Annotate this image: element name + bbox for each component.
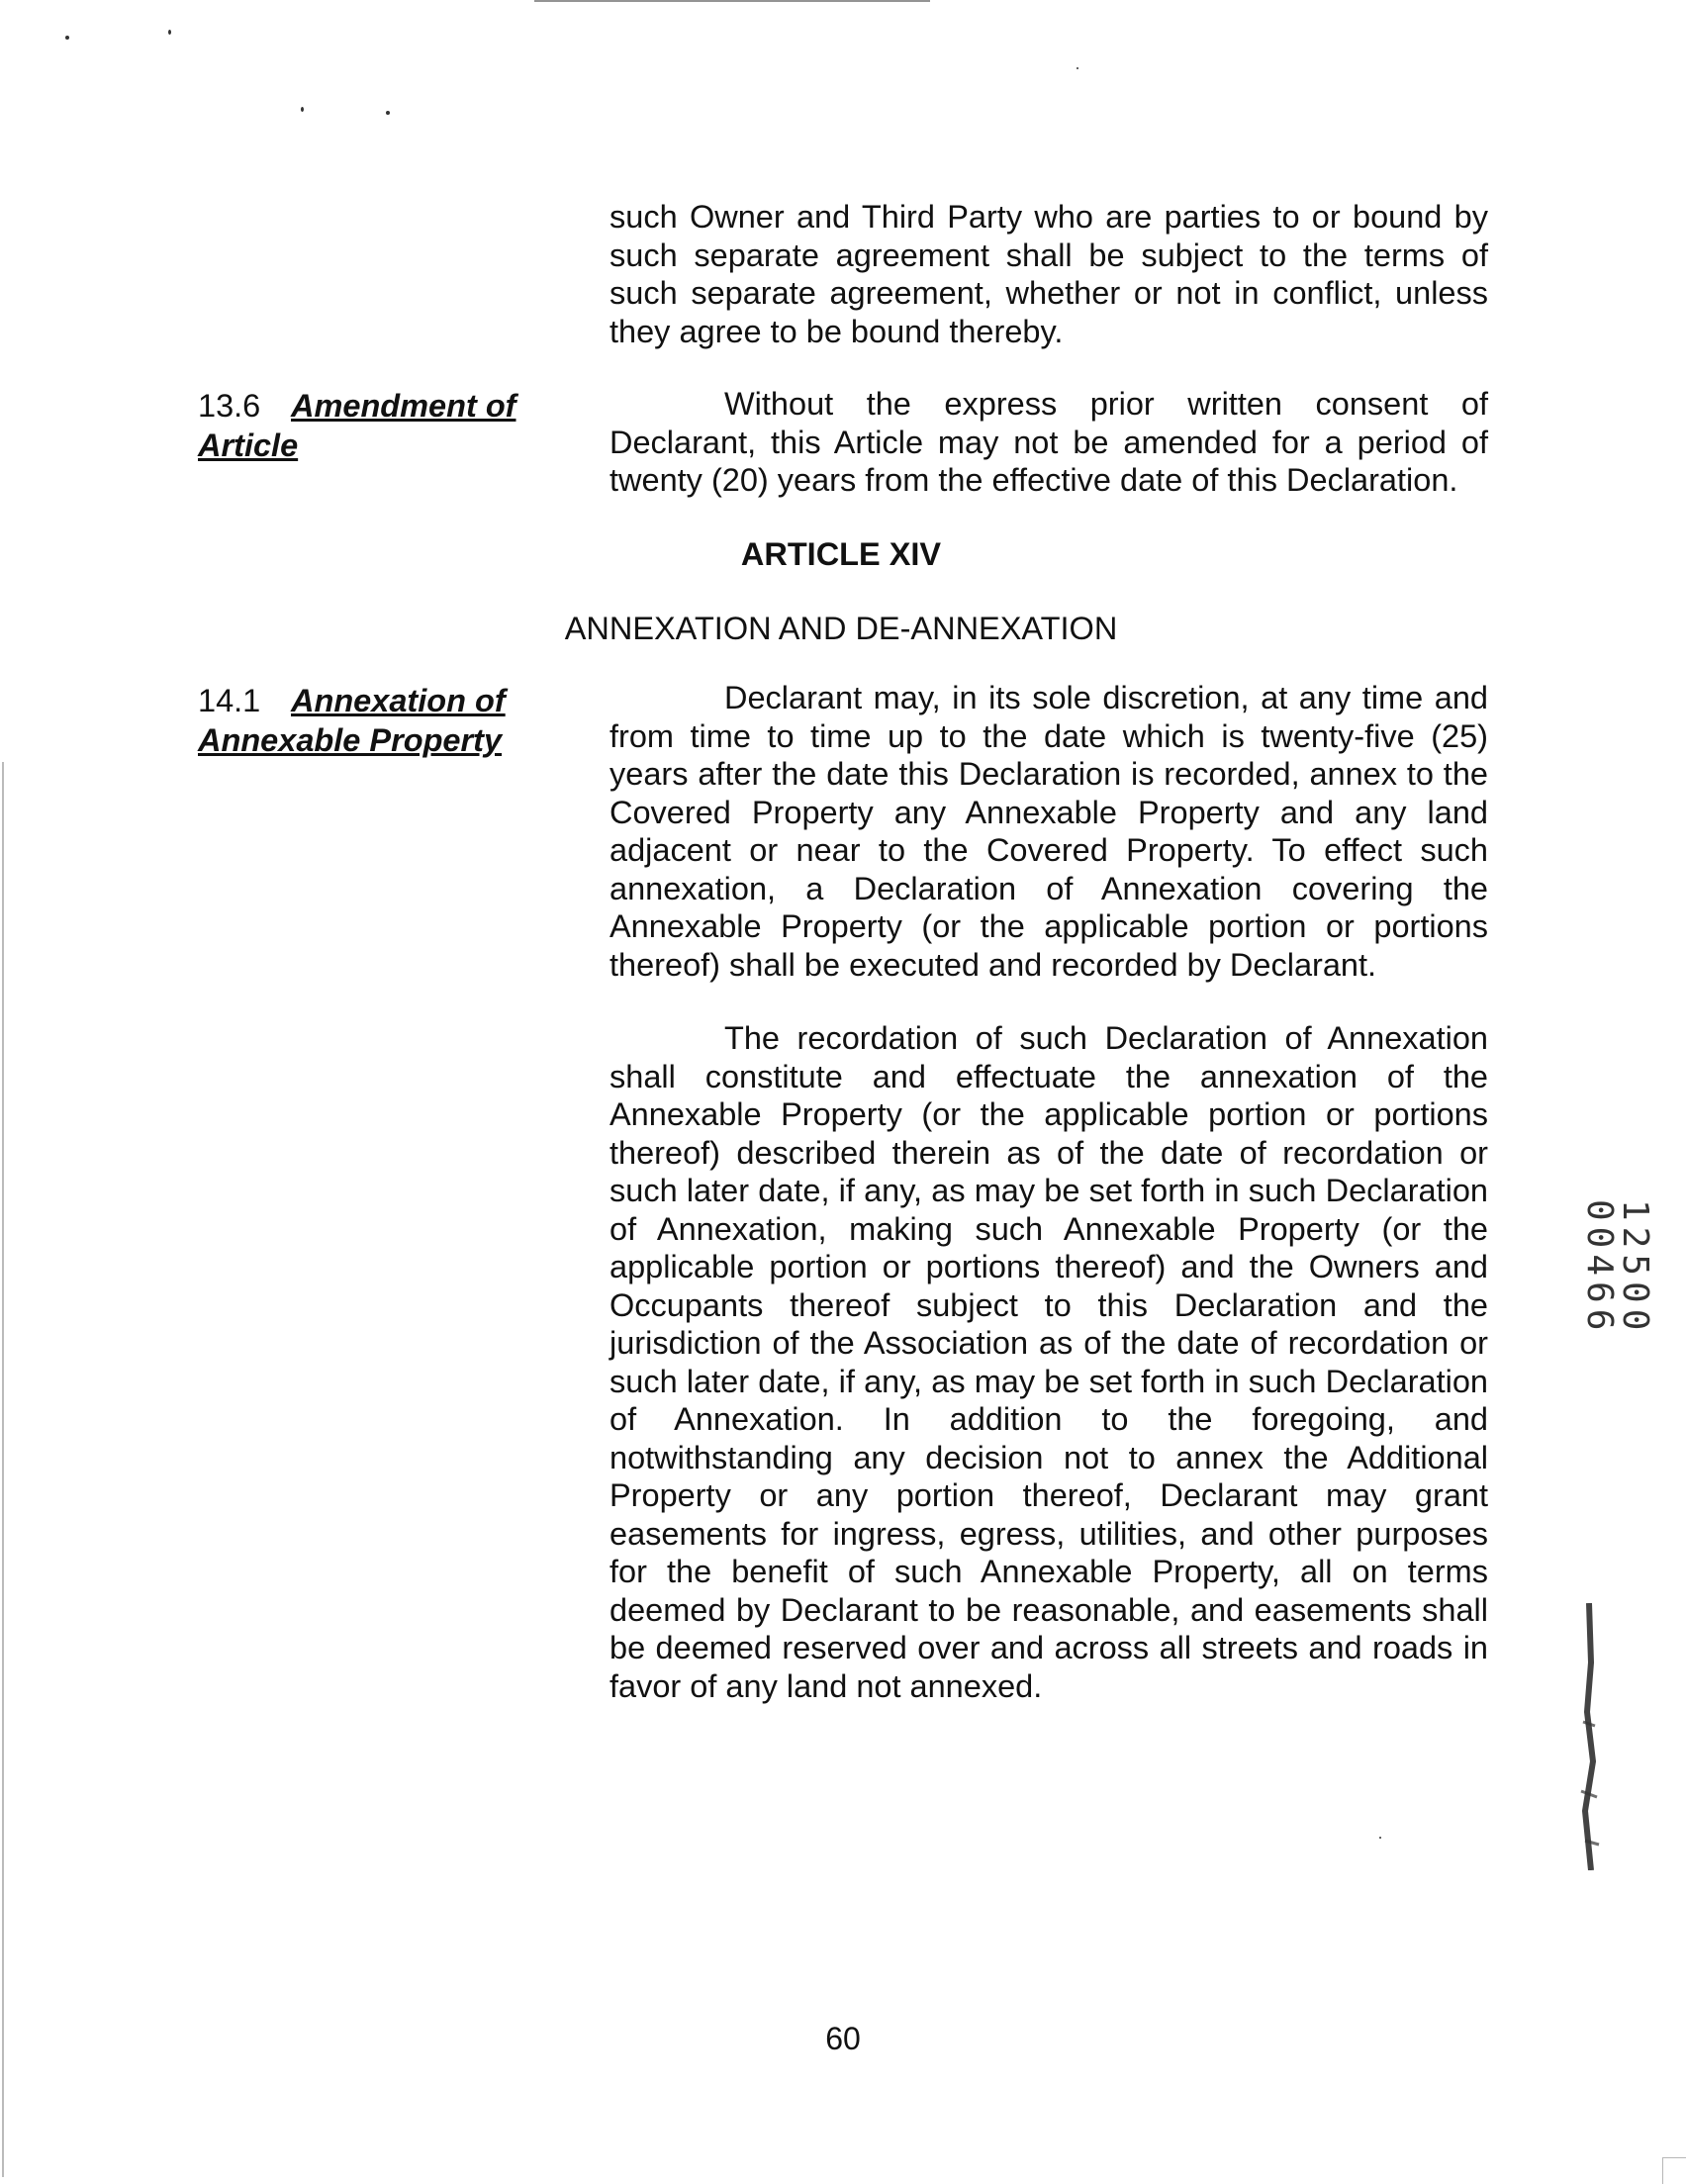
section-title: Amendment of — [291, 388, 516, 424]
scan-top-rule — [534, 0, 930, 5]
scan-speck — [386, 111, 390, 115]
section-number: 14.1 — [198, 683, 261, 718]
section-14-1-paragraph-1: Declarant may, in its sole discretion, at any time and from time to time up to the date which is twenty-five (25) years after the date this Declaration is recorded, annex to the Covered Property any Annexable Property and any land adjacent or near to the Covered Property. To effect such annexation, a Declaration of Annexation covering the Annexable Property (or the applicable portion or portions thereof) shall be executed and recorded by Declarant. — [609, 680, 1488, 983]
recording-stamp: 12500 00466 — [1579, 1199, 1655, 1337]
section-number: 13.6 — [198, 388, 261, 424]
section-title: Annexable Property — [198, 722, 503, 758]
scan-smudge — [1565, 1603, 1613, 1870]
section-title: Annexation of — [291, 683, 506, 718]
scan-speck — [168, 30, 171, 35]
section-14-1-paragraph-2: The recordation of such Declaration of Annexation shall constitute and effectuate the annexation of the Annexable Property (or the applicable portion or portions thereof) described therein as of the date of recordation or such later date, if any, as may be set forth in such Declaration of Annexation, making such Annexable Property (or the applicable portion or portions thereof) and the Owners and Occupants thereof subject to this Declaration and the jurisdiction of the Association as of the date of recordation or such later date, if any, as may be set forth in such Declaration of Annexation. In addition to the foregoing, and notwithstanding any decision not to annex the Additional Property or any portion thereof, Declarant may grant easements for ingress, egress, utilities, and other purposes for the benefit of such Annexable Property, all on terms deemed by Declarant to be reasonable, and easements shall be deemed reserved over and across all streets and roads in favor of any land not annexed. — [609, 1020, 1488, 1704]
page-number: 60 — [825, 2021, 861, 2056]
continuation-paragraph: such Owner and Third Party who are parties to or bound by such separate agreement shall be subject to the terms of such separate agreement, whether or not in conflict, unless they agree to be bound thereby. — [609, 199, 1488, 349]
scan-speck — [1077, 67, 1078, 69]
scan-corner-fold — [1662, 2157, 1686, 2184]
article-heading: ARTICLE XIV — [740, 536, 942, 572]
scan-speck — [301, 107, 304, 112]
scan-speck — [1379, 1837, 1381, 1839]
section-14-1-heading — [198, 681, 554, 760]
section-title: Article — [198, 427, 299, 463]
scan-speck — [65, 36, 69, 40]
section-13-6-paragraph: Without the express prior written consent of Declarant, this Article may not be amended for a period of twenty (20) years from the effective date of this Declaration. — [609, 386, 1488, 498]
section-13-6-heading — [198, 386, 554, 465]
scan-left-edge — [2, 762, 4, 2177]
article-title: ANNEXATION AND DE-ANNEXATION — [564, 611, 1118, 646]
